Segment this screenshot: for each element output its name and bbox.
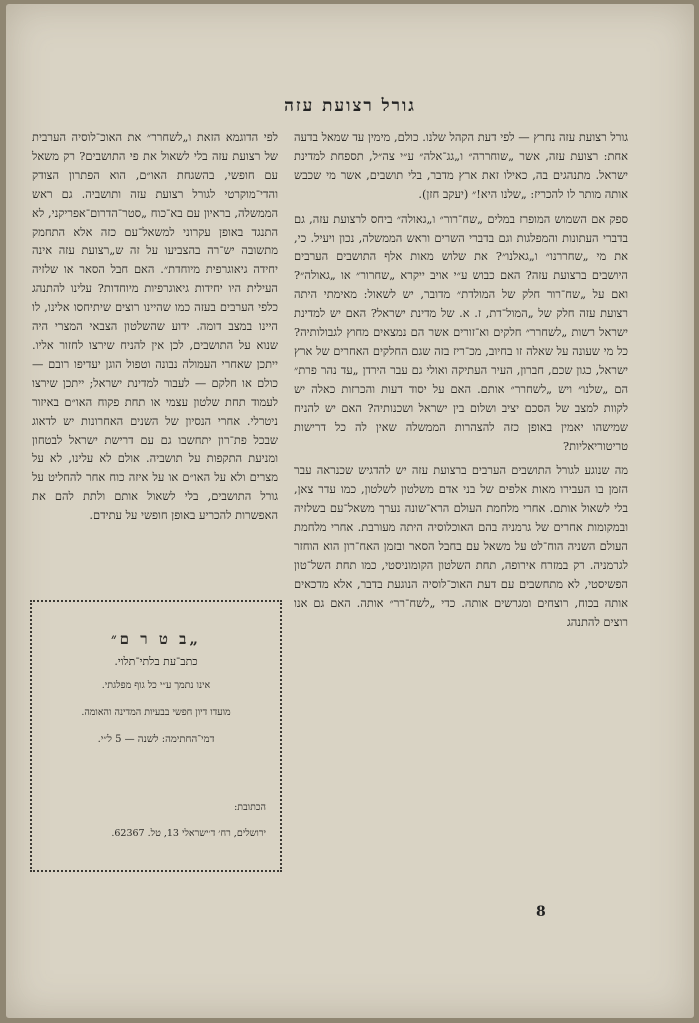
- article-title: גורל רצועת עזה: [284, 96, 416, 116]
- left-text-column: [32, 128, 278, 525]
- box-line: אינו נתמך ע״י כל גוף מפלגתי.: [101, 680, 211, 691]
- magazine-page: [6, 4, 694, 1018]
- paragraph: מה שנוגע לגורל התושבים הערבים ברצועת עזה יש להדגיש שכנראה עבר הזמן בו העבירו מאות אלפים של בני אדם משלטון לשלטון, כמו עדר צאן, בלי לשאול אותם. אחרי מלחמת העולם הרא־שונה נערך משאל־עם בשלזיה ובמקומות אחרים של גרמניה בהם האוכלוסיה היתה מעורבת. אחרי מלחמת העולם השניה הוח־לט על משאל עם בחבל הסאר ובזמן האח־רון הוא הוחזר לגרמניה. רק במזרח אירופה, תחת השלטון הקומוניסטי, כמו תחת השל־טון הפשיסטי, לא מתחשבים עם דעת האוכ־לוסיה הנוגעת בדבר, אלא מדכאים אותה בכוח, רוצחים ומגרשים אותה. כדי „לשח־רר״ אותה. האם גם אנו רוצים להתנהג: [294, 463, 628, 629]
- paragraph: גורל רצועת עזה נחרץ — לפי דעת הקהל שלנו. כולם, מימין עד שמאל בדעה אחת: רצועת עזה, אשר „שוחררה״ ו„גג־אלה״ ע״י צה״ל, תספחת למדינת ישראל. מתנהגים בה, כאילו זאת ארץ מדבר, בלי תושבים, אשר מי שכבש אותה מותר לו להכריז: „שלנו היא!״ (יעקב חזן).: [294, 130, 628, 201]
- right-text-column: [294, 128, 628, 632]
- subscription-box: [30, 600, 282, 872]
- paragraph: לפי הדוגמא הזאת ו„לשחרר״ את האוכ־לוסיה הערבית של רצועת עזה בלי לשאול את פי התושבים? רק משאל עם חופשי, בהשגחת האו״ם, הוא הפתרון הצודק והדי־מוקרטי לגורל רצועת עזה ותושביה. גם ראש הממשלה, בראיון עם בא־כוח „סטר־הדרום־אפריקני, לא התנגד באופן עקרוני למשאל־עם כזה אלא התחמק מתשובה יש־רה בהצביעו על זה ש„רצועת עזה אינה יחידה גיאוגרפית מיוחדת״. האם חבל הסאר או שלזיה העילית היו יחידות גיאוגרפיות מיוחדות? עלינו להתנהג כלפי הערבים בעזה כמו שהיינו רוצים שיתיחסו אלינו, לו היינו במצב דומה. ידוע שהשלטון הצבאי המצרי היה שנוא על התושבים, לכן אין להניח שירצו לחזור אליו. ייתכן שאחרי העמולה נבונה וטפול הוגן יעדיפו רובם — כולם או חלקם — לעבור למדינת ישראל; ייתכן שירצו לעמוד תחת שלטון עצמי או תחת פקוח האו״ם באיזור ניטרלי. אחרי הנסיון של השנים האחרונות יש לדאוג שבכל פת־רון יתחשבו גם עם דרישת ישראל לבטחון ומניעת התקפות על תושביה. אולם לא עלינו, לא על מצרים ולא על האו״ם או על איזה כוח אחר להחליט על גורל התושבים, בלי לשאול אותם ולתת להם את האפשרות להכריע באופן חופשי על עתידם.: [32, 130, 278, 523]
- box-line: מועדו דיון חפשי בבעיות המדינה והאומה.: [81, 707, 231, 718]
- paragraph: ספק אם השמוש המופרז במלים „שח־רור״ ו„גאולה״ ביחס לרצועת עזה, גם בדברי העתונות והמפלגות וגם בדברי השרים וראש הממשלה, נכון ויעיל. כי, את מי „שחררנו״ ו„גאלנו״? את שלוש מאות אלף התושבים הערבים היושבים ברצועת עזה? האם כבוש ע״י אויב ייקרא „שחרור״ או „גאולה״? ואם על „שח־רור חלק של המולדת״ מדובר, יש לשאול: מאימתי היתה רצועת עזה חלק של „המול־דת, ז. א. של מדינת ישראל? האם יש למדינת ישראל רשות „לשחרר״ חלקים וא־זורים אשר הם נמצאים מחוץ לגבולותיה? כל מי שעונה על שאלה זו בחיוב, מכ־ריז בזה שגם החלקים האחרים של ארץ ישראל, כגון שכם, חברון, העיר העתיקה ואולי גם עבר הירדן „עד נהר פרת״ הם „שלנו״ ויש „לשחרר״ אותם. האם על יסוד דעות והכרזות כאלה יש לקוות למצב של הסכם יציב ושלום בין ישראל ושכנותיה? האם יש להניח שמישהו יאמין באופן כזה להצהרות הממשלה שאין לה כל דרישות טריטוריאליות?: [294, 211, 628, 453]
- magazine-subtitle: כתב־עת בלתי־תלוי.: [114, 655, 198, 668]
- address-label: הכתובת:: [234, 802, 266, 813]
- address: ירושלים, רח׳ ד׳ישראלי 13, טל. 62367.: [111, 828, 266, 839]
- page-number: 8: [536, 904, 546, 920]
- magazine-name: „ב ט ר ם״: [110, 630, 201, 648]
- subscription-price: דמי־החתימה: לשנה — 5 ל״י.: [97, 734, 215, 745]
